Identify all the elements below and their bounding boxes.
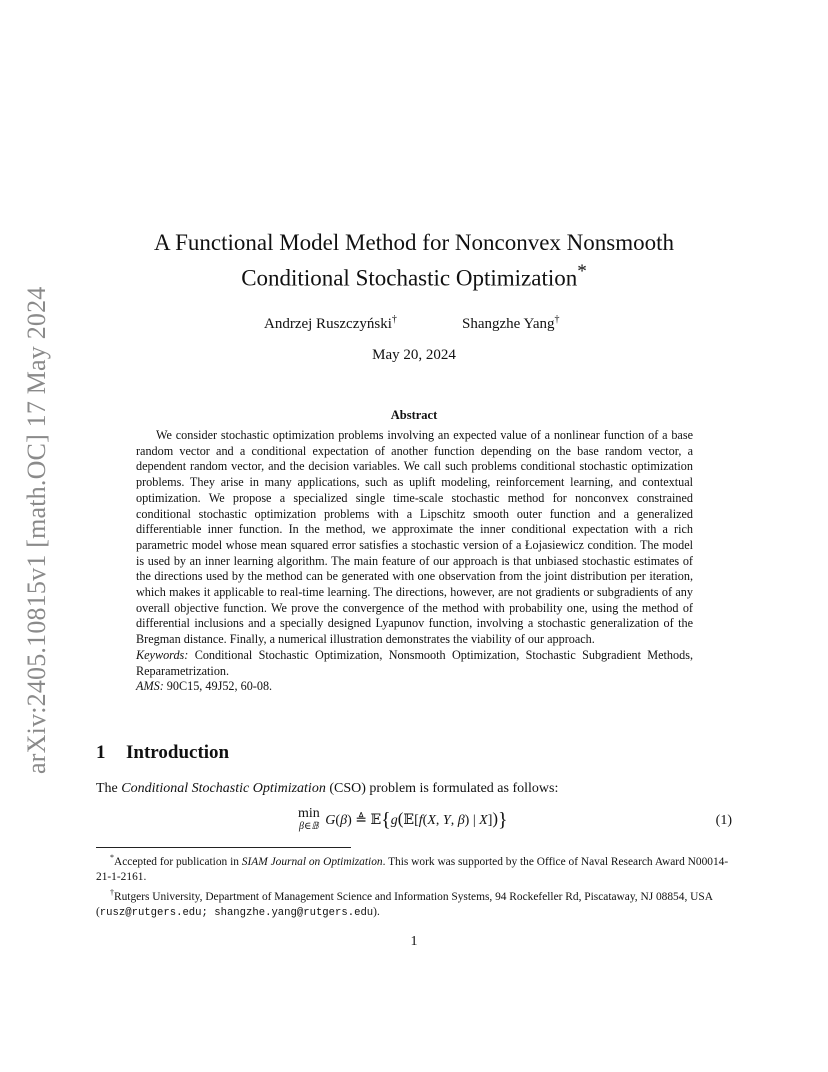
equation-number: (1) [715,813,732,828]
footnote-1-after: . This work was supported by the Office of Naval Research Award N00014-21-1-2161. [96,855,729,883]
arxiv-side-stamp [22,258,52,778]
footnote-2-mark: † [110,887,114,897]
abstract-text: We consider stochastic optimization problems involving an expected value of a nonlinear function of a base random vector and a conditional expectation of another function depending on the base random vector, a dependent random vector, and the decision variables. We call such problems conditional stochastic optimization problems. They arise in many applications, such as uplift modeling, reinforcement learning, and contextual optimization. We propose a specialized single time-scale stochastic method for nonconvex constrained conditional stochastic optimization problems with a Lipschitz smooth outer function and a generalized differentiable inner function. In the method, we approximate the inner conditional expectation with a rich parametric model whose mean squared error satisfies a stochastic version of a Łojasiewicz condition. The model is used by an inner learning algorithm. The main feature of our approach is that unbiased stochastic estimates of the directions used by the method can be generated with one observation from the joint distribution per iteration, which makes it applicable to real-time learning. The directions, however, are not gradients or subgradients of any overall objective function. We prove the convergence of the method with probability one, using the method of differential inclusions and a specially designed Lyapunov function, involving a stochastic generalization of the Bregman distance. Finally, a numerical illustration demonstrates the viability of our approach. [136,428,693,647]
author-list [96,314,732,336]
title-footnote-mark: * [577,261,587,282]
min-subscript: β∈𝔹 [299,821,319,832]
footnotes [96,850,732,921]
footnote-1-journal: SIAM Journal on Optimization [241,855,383,868]
equation-body [298,806,508,832]
equation-1 [96,806,732,840]
abstract-heading: Abstract [390,408,438,422]
keywords-label: Keywords: [136,647,189,662]
footnote-2 [96,885,732,921]
abstract-section [136,428,693,695]
author-2-mark: † [554,314,560,325]
ams-line [136,679,693,695]
footnote-2-emails: rusz@rutgers.edu; shangzhe.yang@rutgers.edu [99,906,374,919]
section-number: 1 [96,742,106,763]
keywords-text: Conditional Stochastic Optimization, Nonsmooth Optimization, Stochastic Subgradient Methods, Reparametrization. [136,647,694,678]
author-1-mark: † [391,314,397,325]
author-2 [462,314,560,333]
keywords-line [136,648,693,679]
intro-term: Conditional Stochastic Optimization [121,781,326,796]
section-title: Introduction [126,742,230,763]
intro-before: The [96,781,122,796]
footnote-rule [96,847,351,848]
ams-text: 90C15, 49J52, 60-08. [166,679,273,694]
intro-paragraph [96,781,732,797]
arxiv-identifier: arXiv:2405.10815v1 [math.OC] 17 May 2024 [22,286,51,774]
footnote-2-text: Rutgers University, Department of Management Science and Information Systems, 94 Rockefeller Rd, Piscataway, NJ 08854, USA ( [96,890,713,918]
title-line-2-text: Conditional Stochastic Optimization [241,265,578,291]
author-1 [264,314,397,333]
paper-title [96,228,732,293]
min-label: min [298,806,320,821]
equation-min-operator [298,806,320,832]
footnote-1 [96,850,732,885]
footnote-1-mark: * [110,853,114,862]
intro-after: (CSO) problem is formulated as follows: [325,781,559,796]
ams-label: AMS: [136,679,164,694]
publication-date: May 20, 2024 [372,347,456,363]
author-2-name: Shangzhe Yang [462,316,555,332]
footnote-2-end: ). [373,905,380,918]
equation-expression: G(β) ≜ 𝔼{g(𝔼[f(X, Y, β) | X])} [325,809,508,831]
page-number: 1 [410,934,418,949]
title-line-1: A Functional Model Method for Nonconvex Nonsmooth [153,230,674,255]
title-line-2 [96,257,732,293]
section-heading [96,742,229,764]
author-1-name: Andrzej Ruszczyński [264,316,392,332]
footnote-1-before: Accepted for publication in [114,855,242,868]
